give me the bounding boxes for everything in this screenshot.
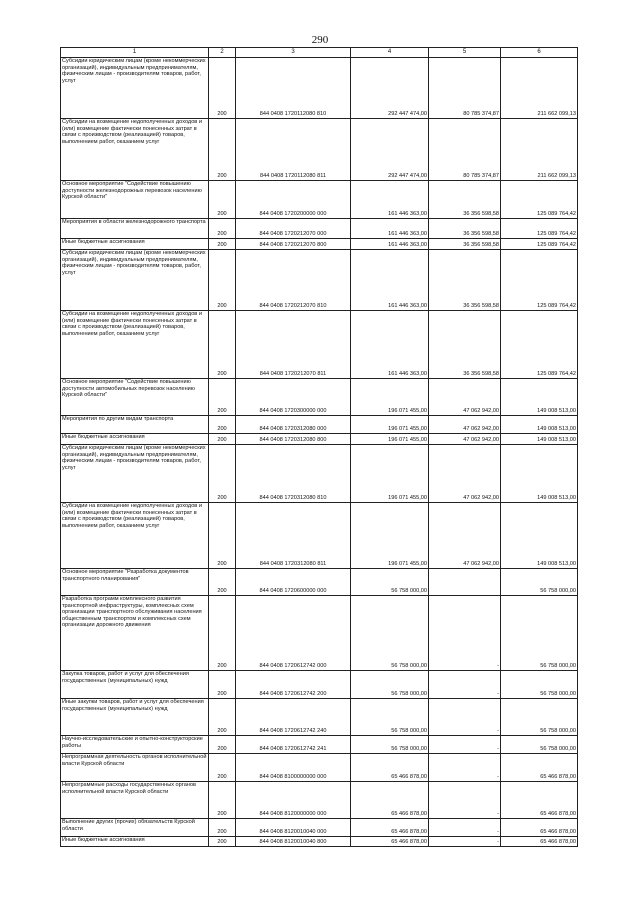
row-code: 200 <box>209 837 236 847</box>
table-row <box>61 311 578 379</box>
row-name: Иные бюджетные ассигнования <box>61 837 209 847</box>
row-amount-approved: 65 466 878,00 <box>351 754 429 782</box>
row-amount-executed: 47 062 942,00 <box>429 379 501 416</box>
row-amount-remaining: 149 008 513,00 <box>501 503 578 569</box>
row-code: 200 <box>209 699 236 736</box>
row-amount-executed: 47 062 942,00 <box>429 434 501 445</box>
row-classification: 844 0408 1720600000 000 <box>236 569 351 596</box>
row-name: Иные закупки товаров, работ и услуг для обеспечения государственных (муниципальных) нужд <box>61 699 209 736</box>
row-amount-remaining: 56 758 000,00 <box>501 671 578 699</box>
row-name: Мероприятия в области железнодорожного транспорта <box>61 219 209 239</box>
row-amount-remaining: 125 089 764,42 <box>501 181 578 219</box>
table-row <box>61 736 578 754</box>
row-classification: 844 0408 1720312080 800 <box>236 434 351 445</box>
row-code: 200 <box>209 379 236 416</box>
row-classification: 844 0408 1720200000 000 <box>236 181 351 219</box>
row-amount-remaining: 125 089 764,42 <box>501 250 578 311</box>
row-classification: 844 0408 1720212070 810 <box>236 250 351 311</box>
row-amount-remaining: 149 008 513,00 <box>501 445 578 503</box>
table-row <box>61 239 578 250</box>
row-code: 200 <box>209 416 236 434</box>
row-amount-executed: 80 785 374,87 <box>429 119 501 181</box>
row-code: 200 <box>209 596 236 671</box>
header-cell: 3 <box>236 48 351 58</box>
row-amount-approved: 161 446 363,00 <box>351 250 429 311</box>
row-classification: 844 0408 1720612742 241 <box>236 736 351 754</box>
row-amount-approved: 65 466 878,00 <box>351 837 429 847</box>
row-amount-remaining: 56 758 000,00 <box>501 596 578 671</box>
row-amount-executed <box>429 569 501 596</box>
budget-table <box>60 47 578 847</box>
row-amount-approved: 196 071 455,00 <box>351 503 429 569</box>
row-amount-remaining: 125 089 764,42 <box>501 311 578 379</box>
row-classification: 844 0408 1720312080 811 <box>236 503 351 569</box>
row-classification: 844 0408 1720612742 240 <box>236 699 351 736</box>
row-amount-approved: 161 446 363,00 <box>351 181 429 219</box>
row-amount-executed: 36 356 598,58 <box>429 311 501 379</box>
row-amount-approved: 196 071 455,00 <box>351 434 429 445</box>
row-amount-executed: 47 062 942,00 <box>429 503 501 569</box>
row-amount-remaining: 56 758 000,00 <box>501 569 578 596</box>
row-amount-remaining: 65 466 878,00 <box>501 837 578 847</box>
row-amount-executed: 36 356 598,58 <box>429 250 501 311</box>
row-name: Субсидии на возмещение недополученных доходов и (или) возмещение фактически понесенных затрат в связи с производством (реализацией) товаров, выполнением работ, оказанием услуг <box>61 119 209 181</box>
page-number: 290 <box>311 34 329 46</box>
row-classification: 844 0408 8120010040 800 <box>236 837 351 847</box>
row-name: Выполнение других (прочих) обязательств Курской области <box>61 819 209 837</box>
row-amount-executed: - <box>429 736 501 754</box>
row-amount-remaining: 56 758 000,00 <box>501 736 578 754</box>
row-amount-executed: 80 785 374,87 <box>429 58 501 119</box>
header-cell: 2 <box>209 48 236 58</box>
row-classification: 844 0408 1720112080 810 <box>236 58 351 119</box>
row-classification: 844 0408 1720112080 811 <box>236 119 351 181</box>
table-row <box>61 219 578 239</box>
row-amount-remaining: 65 466 878,00 <box>501 754 578 782</box>
row-classification: 844 0408 8120000000 000 <box>236 782 351 819</box>
row-name: Мероприятия по другим видам транспорта <box>61 416 209 434</box>
row-amount-executed: - <box>429 754 501 782</box>
row-name: Субсидии юридическим лицам (кроме некоммерческих организаций), индивидуальным предпринимателям, физическим лицам - производителям товаров, работ, услуг <box>61 445 209 503</box>
row-amount-remaining: 56 758 000,00 <box>501 699 578 736</box>
row-amount-approved: 65 466 878,00 <box>351 782 429 819</box>
table-row <box>61 837 578 847</box>
header-cell: 1 <box>61 48 209 58</box>
row-code: 200 <box>209 671 236 699</box>
table-row <box>61 119 578 181</box>
row-name: Непрограммная деятельность органов исполнительной власти Курской области <box>61 754 209 782</box>
row-amount-approved: 56 758 000,00 <box>351 569 429 596</box>
row-amount-approved: 56 758 000,00 <box>351 736 429 754</box>
row-name: Субсидии на возмещение недополученных доходов и (или) возмещение фактически понесенных затрат в связи с производством (реализацией) товаров, выполнением работ, оказанием услуг <box>61 311 209 379</box>
row-classification: 844 0408 1720212070 811 <box>236 311 351 379</box>
row-code: 200 <box>209 819 236 837</box>
table-row <box>61 754 578 782</box>
row-classification: 844 0408 1720612742 200 <box>236 671 351 699</box>
table-row <box>61 596 578 671</box>
row-amount-executed: 47 062 942,00 <box>429 445 501 503</box>
row-amount-executed: - <box>429 596 501 671</box>
table-row <box>61 503 578 569</box>
row-amount-remaining: 149 008 513,00 <box>501 434 578 445</box>
row-code: 200 <box>209 782 236 819</box>
row-code: 200 <box>209 250 236 311</box>
row-classification: 844 0408 1720612742 000 <box>236 596 351 671</box>
row-classification: 844 0408 1720312080 000 <box>236 416 351 434</box>
row-name: Основное мероприятие "Содействие повышению доступности железнодорожных перевозок населению Курской области" <box>61 181 209 219</box>
row-amount-executed: - <box>429 699 501 736</box>
row-code: 200 <box>209 569 236 596</box>
row-amount-executed: 47 062 942,00 <box>429 416 501 434</box>
table-row <box>61 699 578 736</box>
table-row <box>61 782 578 819</box>
row-code: 200 <box>209 503 236 569</box>
row-code: 200 <box>209 181 236 219</box>
row-amount-approved: 65 466 878,00 <box>351 819 429 837</box>
table-row <box>61 569 578 596</box>
row-amount-remaining: 125 089 764,42 <box>501 239 578 250</box>
row-amount-remaining: 149 008 513,00 <box>501 379 578 416</box>
row-amount-approved: 161 446 363,00 <box>351 239 429 250</box>
row-name: Разработка программ комплексного развития транспортной инфраструктуры, комплексных схем организации транспортного обслуживания населения общественным транспортом и комплексных схем организации дорожного движения <box>61 596 209 671</box>
row-amount-approved: 196 071 455,00 <box>351 445 429 503</box>
row-amount-executed: - <box>429 671 501 699</box>
row-amount-approved: 161 446 363,00 <box>351 219 429 239</box>
table-row <box>61 819 578 837</box>
row-amount-approved: 292 447 474,00 <box>351 119 429 181</box>
row-name: Основное мероприятие "Разработка документов транспортного планирования" <box>61 569 209 596</box>
table-row <box>61 250 578 311</box>
row-amount-executed: - <box>429 819 501 837</box>
row-code: 200 <box>209 736 236 754</box>
row-amount-approved: 196 071 455,00 <box>351 416 429 434</box>
row-amount-executed: 36 356 598,58 <box>429 239 501 250</box>
row-code: 200 <box>209 219 236 239</box>
row-classification: 844 0408 1720212070 800 <box>236 239 351 250</box>
row-amount-approved: 161 446 363,00 <box>351 311 429 379</box>
row-name: Основное мероприятие "Содействие повышению доступности автомобильных перевозок населению Курской области" <box>61 379 209 416</box>
table-row <box>61 416 578 434</box>
header-cell: 4 <box>351 48 429 58</box>
row-amount-approved: 56 758 000,00 <box>351 596 429 671</box>
table-row <box>61 181 578 219</box>
table-row <box>61 58 578 119</box>
table-row <box>61 445 578 503</box>
table-header-row <box>61 48 578 58</box>
row-classification: 844 0408 1720312080 810 <box>236 445 351 503</box>
row-classification: 844 0408 8100000000 000 <box>236 754 351 782</box>
row-name: Субсидии на возмещение недополученных доходов и (или) возмещение фактически понесенных затрат в связи с производством (реализацией) товаров, выполнением работ, оказанием услуг <box>61 503 209 569</box>
row-name: Закупка товаров, работ и услуг для обеспечения государственных (муниципальных) нужд <box>61 671 209 699</box>
row-code: 200 <box>209 58 236 119</box>
row-name: Субсидии юридическим лицам (кроме некоммерческих организаций), индивидуальным предпринимателям, физическим лицам - производителям товаров, работ, услуг <box>61 58 209 119</box>
row-amount-remaining: 125 089 764,42 <box>501 219 578 239</box>
row-code: 200 <box>209 445 236 503</box>
row-code: 200 <box>209 434 236 445</box>
row-classification: 844 0408 1720212070 000 <box>236 219 351 239</box>
row-amount-remaining: 149 008 513,00 <box>501 416 578 434</box>
row-amount-executed: - <box>429 837 501 847</box>
row-amount-executed: 36 356 598,58 <box>429 219 501 239</box>
row-classification: 844 0408 8120010040 000 <box>236 819 351 837</box>
row-name: Иные бюджетные ассигнования <box>61 239 209 250</box>
row-amount-executed: 36 356 598,58 <box>429 181 501 219</box>
row-classification: 844 0408 1720300000 000 <box>236 379 351 416</box>
table-row <box>61 434 578 445</box>
header-cell: 5 <box>429 48 501 58</box>
row-amount-remaining: 65 466 878,00 <box>501 782 578 819</box>
header-cell: 6 <box>501 48 578 58</box>
row-amount-remaining: 65 466 878,00 <box>501 819 578 837</box>
row-code: 200 <box>209 239 236 250</box>
table-row <box>61 379 578 416</box>
row-amount-remaining: 211 662 099,13 <box>501 119 578 181</box>
row-name: Иные бюджетные ассигнования <box>61 434 209 445</box>
row-code: 200 <box>209 311 236 379</box>
row-code: 200 <box>209 119 236 181</box>
row-code: 200 <box>209 754 236 782</box>
row-amount-executed: - <box>429 782 501 819</box>
row-amount-approved: 56 758 000,00 <box>351 699 429 736</box>
row-name: Субсидии юридическим лицам (кроме некоммерческих организаций), индивидуальным предпринимателям, физическим лицам - производителям товаров, работ, услуг <box>61 250 209 311</box>
row-amount-approved: 56 758 000,00 <box>351 671 429 699</box>
table-row <box>61 671 578 699</box>
row-name: Научно-исследовательские и опытно-конструкторские работы <box>61 736 209 754</box>
row-amount-remaining: 211 662 099,13 <box>501 58 578 119</box>
row-amount-approved: 292 447 474,00 <box>351 58 429 119</box>
row-amount-approved: 196 071 455,00 <box>351 379 429 416</box>
row-name: Непрограммные расходы государственных органов исполнительной власти Курской области <box>61 782 209 819</box>
